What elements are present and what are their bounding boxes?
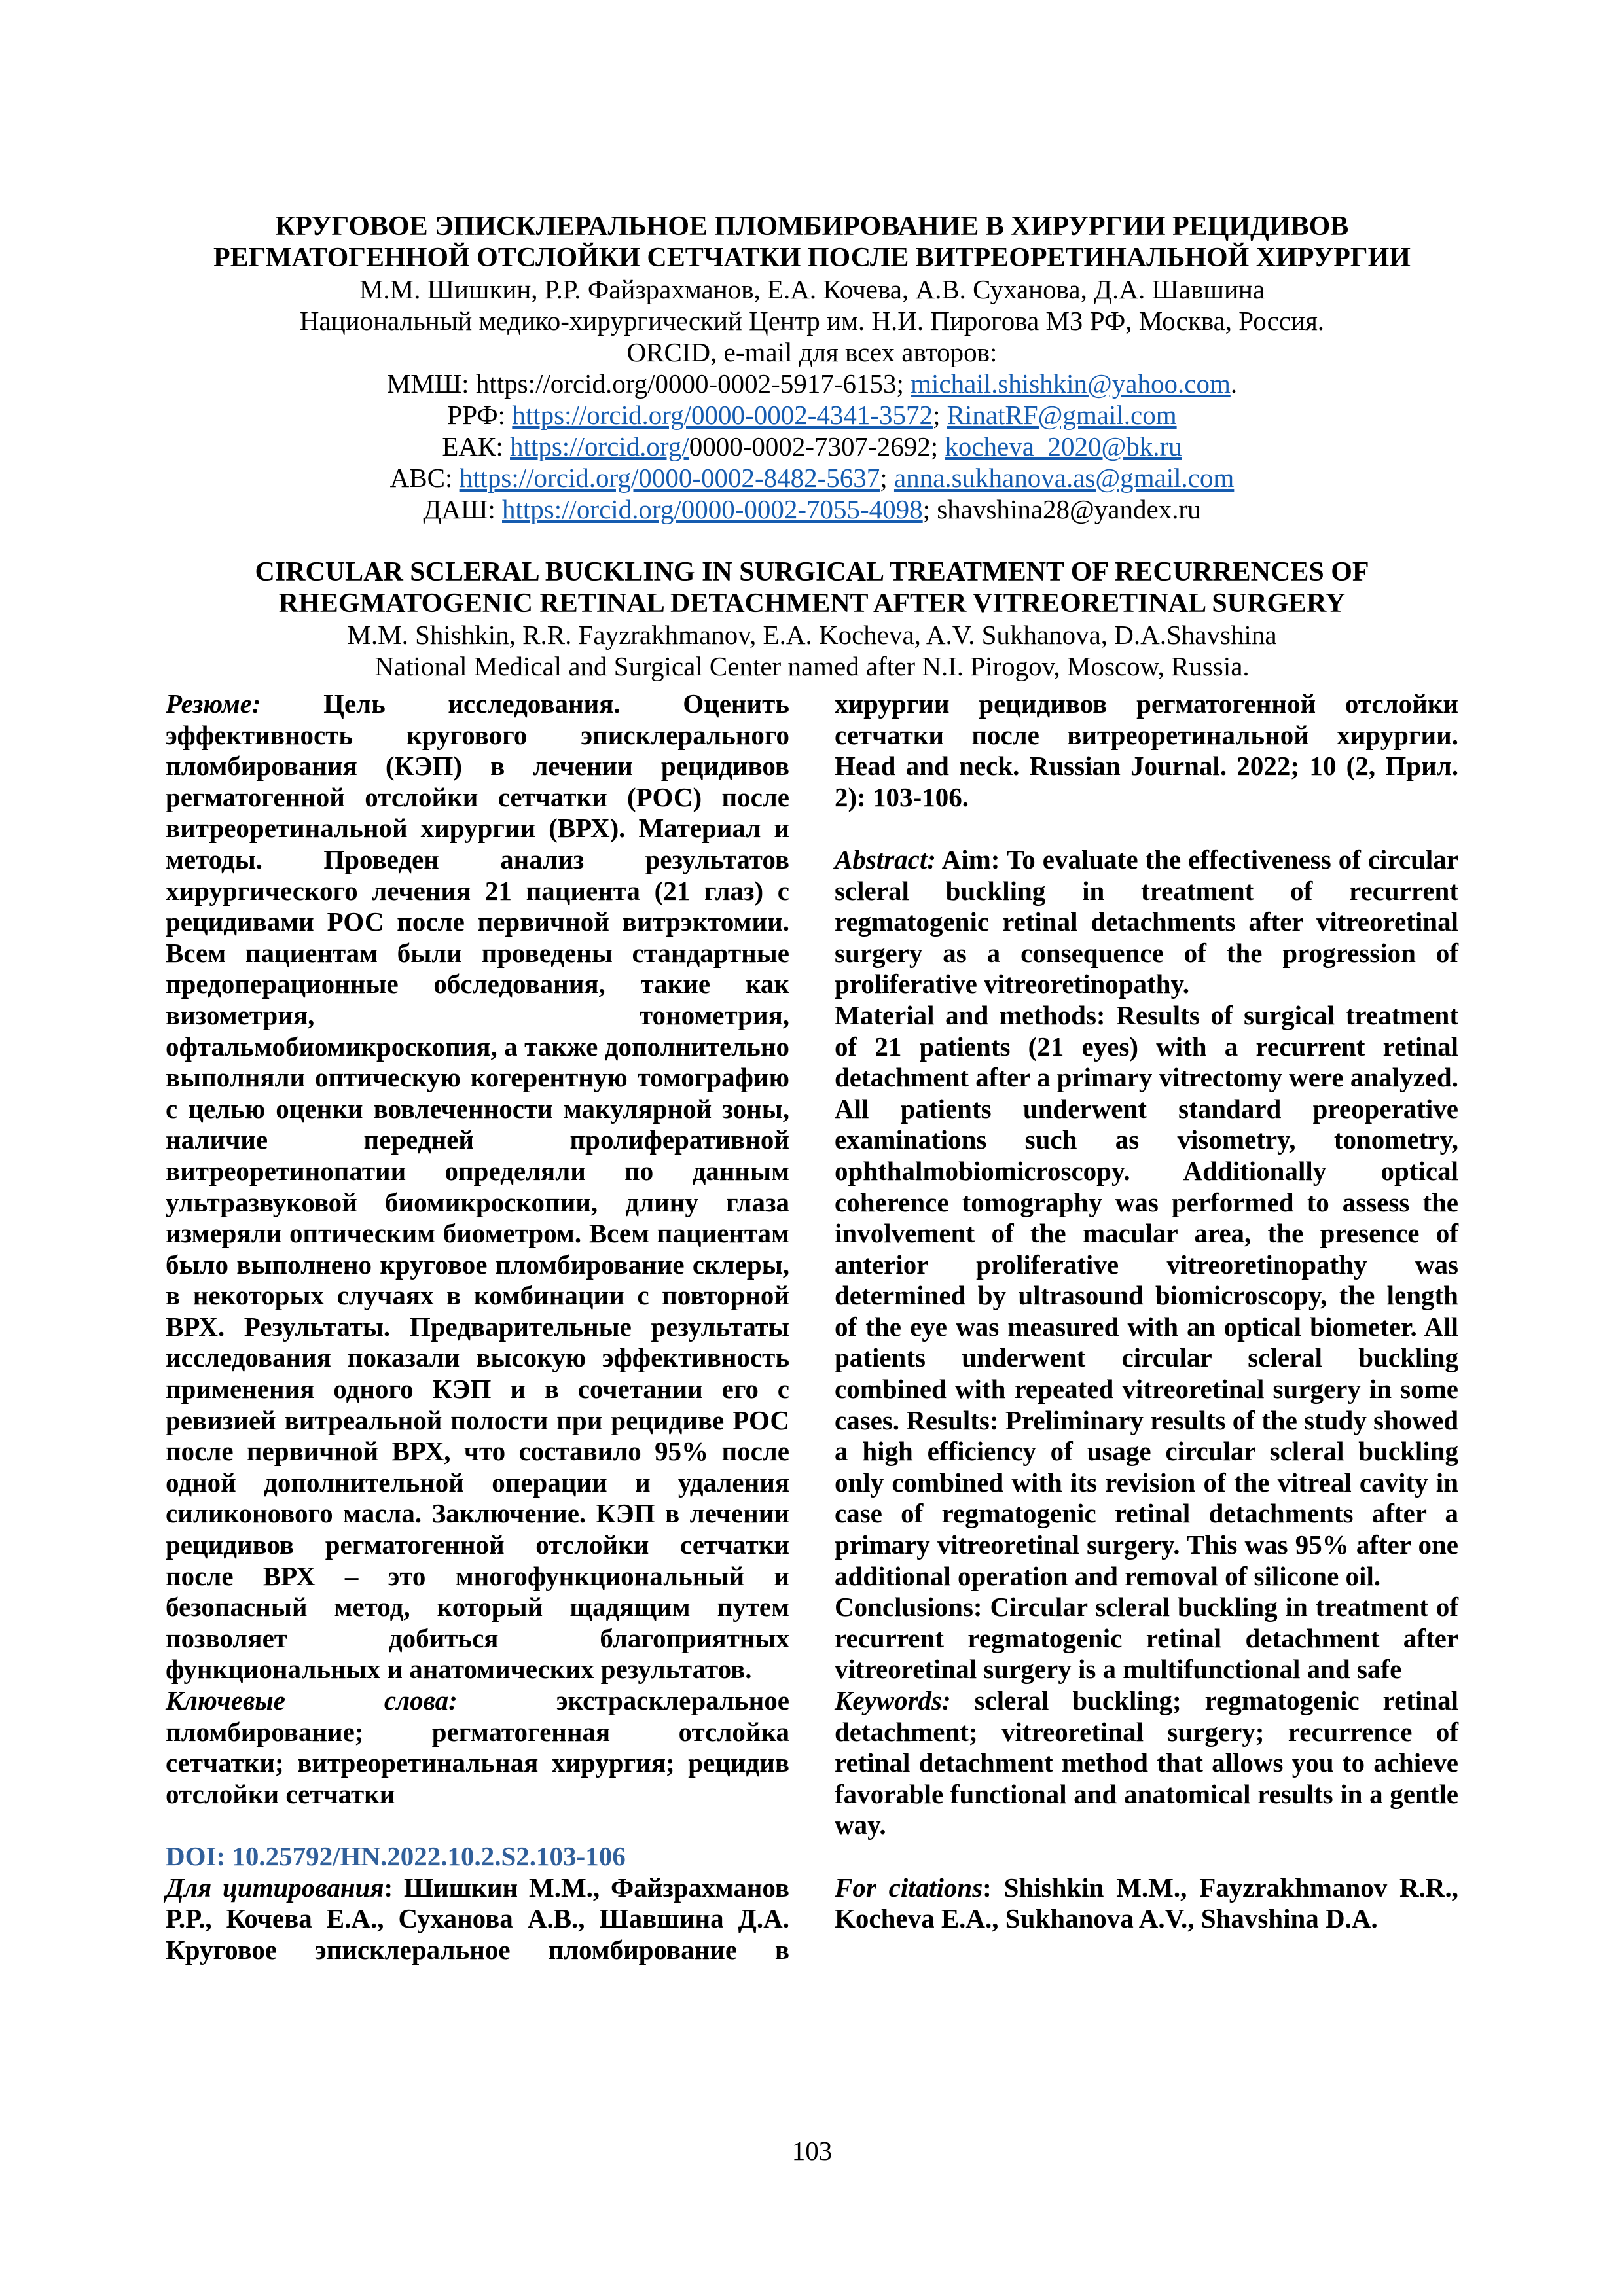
orcid-label-text: АВС:: [389, 463, 460, 493]
left-column: [166, 689, 789, 1965]
keywords-en-paragraph: [835, 1685, 1458, 1841]
orcid-link[interactable]: https://orcid.org/0000-0002-8482-5637: [459, 463, 880, 493]
blank-line: [835, 1841, 1458, 1873]
citation-ru-paragraph: [166, 1873, 789, 1966]
ru-title-line-1: КРУГОВОЕ ЭПИСКЛЕРАЛЬНОЕ ПЛОМБИРОВАНИЕ В ХИРУРГИИ РЕЦИДИВОВ: [275, 211, 1349, 242]
keywords-ru-lead: Ключевые слова:: [166, 1685, 458, 1715]
keywords-ru-paragraph: [166, 1685, 789, 1810]
keywords-en-text: scleral buckling; regmatogenic retinal detachment; vitreoretinal surgery; recurrence of retinal detachment method that allows you to achieve favorable functional and anatomical results in a gentle way.: [835, 1685, 1458, 1840]
orcid-line-rrf: [166, 399, 1458, 431]
orcid-link[interactable]: https://orcid.org/0000-0002-7055-4098: [502, 494, 923, 524]
orcid-line-mmsh: [166, 368, 1458, 399]
header-spacer: [166, 525, 1458, 556]
orcid-label-text: .: [1230, 368, 1238, 399]
orcid-heading: ORCID, e-mail для всех авторов:: [626, 337, 998, 367]
material-methods-paragraph: Material and methods: Results of surgical treatment of 21 patients (21 eyes) with a recurrent retinal detachment after a primary vitrectomy were analyzed. All patients underwent standard preoperative examinations such as visometry, tonometry, ophthalmobiomicroscopy. Additionally optical coherence tomography was performed to assess the involvement of the macular area, the presence of anterior proliferative vitreoretinopathy was determined by ultrasound biomicroscopy, the length of the eye was measured with an optical biometer. All patients underwent circular scleral buckling combined with repeated vitreoretinal surgery in some cases. Results: Preliminary results of the study showed a high efficiency of usage circular scleral buckling only combined with its revision of the vitreal cavity in case of regmatogenic retinal detachments after a primary vitreoretinal surgery. This was 95% after one additional operation and removal of silicone oil.: [835, 999, 1458, 1591]
orcid-line-eak: [166, 431, 1458, 462]
header: [166, 211, 1458, 682]
orcid-label-text: ;: [933, 400, 947, 430]
blank-line: [166, 1810, 789, 1841]
orcid-line-avs: [166, 462, 1458, 493]
abstract-ru-lead: Резюме:: [166, 689, 261, 719]
two-column-body: [166, 689, 1458, 1965]
email-link[interactable]: RinatRF@gmail.com: [947, 400, 1177, 430]
citation-ru-lead: Для цитирования: [166, 1872, 384, 1903]
orcid-link[interactable]: https://orcid.org/: [510, 431, 689, 461]
abstract-en-paragraph: [835, 844, 1458, 1000]
conclusions-paragraph: Conclusions: Circular scleral buckling in treatment of recurrent regmatogenic retinal detachment after vitreoretinal surgery is a multifunctional and safe: [835, 1592, 1458, 1685]
page-number: 103: [791, 2136, 833, 2166]
orcid-link[interactable]: https://orcid.org/0000-0002-4341-3572: [512, 400, 933, 430]
orcid-label-text: ; shavshina28@yandex.ru: [922, 494, 1201, 524]
citation-continuation-paragraph: хирургии рецидивов регматогенной отслойки сетчатки после витреоретинальной хирургии. Head and neck. Russian Journal. 2022; 10 (2, Прил. 2): 103-106.: [835, 689, 1458, 812]
en-title-line-2: RHEGMATOGENIC RETINAL DETACHMENT AFTER VITREORETINAL SURGERY: [278, 588, 1346, 619]
email-link[interactable]: anna.sukhanova.as@gmail.com: [893, 463, 1235, 493]
en-affiliation: National Medical and Surgical Center named after N.I. Pirogov, Moscow, Russia.: [374, 651, 1250, 681]
for-citations-text: : Shishkin M.M., Fayzrakhmanov R.R., Kocheva E.A., Sukhanova A.V., Shavshina D.A.: [835, 1872, 1458, 1934]
orcid-label-text: 0000-0002-7307-2692;: [689, 431, 945, 461]
abstract-ru-paragraph: [166, 689, 789, 1685]
keywords-en-lead: Keywords:: [835, 1685, 951, 1715]
right-column: [835, 689, 1458, 1965]
for-citations-lead: For citations: [835, 1872, 983, 1903]
orcid-label-text: ДАШ:: [423, 494, 502, 524]
for-citations-paragraph: [835, 1873, 1458, 1935]
en-authors: M.M. Shishkin, R.R. Fayzrakhmanov, E.A. Kocheva, A.V. Sukhanova, D.A.Shavshina: [347, 620, 1277, 650]
orcid-label-text: ММШ: https://orcid.org/0000-0002-5917-6153;: [386, 368, 911, 399]
email-link[interactable]: kocheva_2020@bk.ru: [945, 431, 1182, 461]
orcid-line-dash: [166, 493, 1458, 525]
email-link[interactable]: michail.shishkin@yahoo.com: [911, 368, 1231, 399]
orcid-label-text: РРФ:: [447, 400, 513, 430]
abstract-en-lead: Abstract:: [835, 844, 936, 874]
en-title-line-1: CIRCULAR SCLERAL BUCKLING IN SURGICAL TREATMENT OF RECURRENCES OF: [255, 557, 1369, 587]
ru-affiliation: Национальный медико-хирургический Центр им. Н.И. Пирогова МЗ РФ, Москва, Россия.: [299, 306, 1325, 336]
blank-line: [835, 813, 1458, 844]
citation-ru-text: : Шишкин М.М., Файзрахманов Р.Р., Кочева Е.А., Суханова А.В., Шавшина Д.А. Круговое эписклеральное пломбирование в: [166, 1872, 789, 1965]
ru-title-line-2: РЕГМАТОГЕННОЙ ОТСЛОЙКИ СЕТЧАТКИ ПОСЛЕ ВИТРЕОРЕТИНАЛЬНОЙ ХИРУРГИИ: [213, 243, 1411, 273]
keywords-ru-text: экстрасклеральное пломбирование; регматогенная отслойка сетчатки; витреоретинальная хирургия; рецидив отслойки сетчатки: [166, 1685, 789, 1809]
abstract-ru-text: Цель исследования. Оценить эффективность кругового эписклерального пломбирования (КЭП) в лечении рецидивов регматогенной отслойки сетчатки (РОС) после витреоретинальной хирургии (ВРХ). Материал и методы. Проведен анализ результатов хирургического лечения 21 пациента (21 глаз) с рецидивами РОС после первичной витрэктомии. Всем пациентам были проведены стандартные предоперационные обследования, такие как визометрия, тонометрия, офтальмобиомикроскопия, а также дополнительно выполняли оптическую когерентную томографию с целью оценки вовлеченности макулярной зоны, наличие передней пролиферативной витреоретинопатии определяли по данным ультразвуковой биомикроскопии, длину глаза измеряли оптическим биометром. Всем пациентам было выполнено круговое пломбирование склеры, в некоторых случаях в комбинации с повторной ВРХ. Результаты. Предварительные результаты исследования показали высокую эффективность применения одного КЭП и в сочетании его с ревизией витреальной полости при рецидиве РОС после первичной ВРХ, что составило 95% после одной дополнительной операции и удаления силиконового масла. Заключение. КЭП в лечении рецидивов регматогенной отслойки сетчатки после ВРХ – это многофункциональный и безопасный метод, который щадящим путем позволяет добиться благоприятных функциональных и анатомических результатов.: [166, 689, 789, 1685]
orcid-label-text: ЕАК:: [442, 431, 511, 461]
abstract-en-text: Aim: To evaluate the effectiveness of circular scleral buckling in treatment of recurrent regmatogenic retinal detachments after vitreoretinal surgery as a consequence of the progression of proliferative vitreoretinopathy.: [835, 844, 1458, 999]
orcid-label-text: ;: [880, 463, 894, 493]
ru-authors: М.М. Шишкин, Р.Р. Файзрахманов, Е.А. Кочева, А.В. Суханова, Д.А. Шавшина: [359, 274, 1265, 304]
doi-line: DOI: 10.25792/HN.2022.10.2.S2.103-106: [166, 1840, 626, 1871]
